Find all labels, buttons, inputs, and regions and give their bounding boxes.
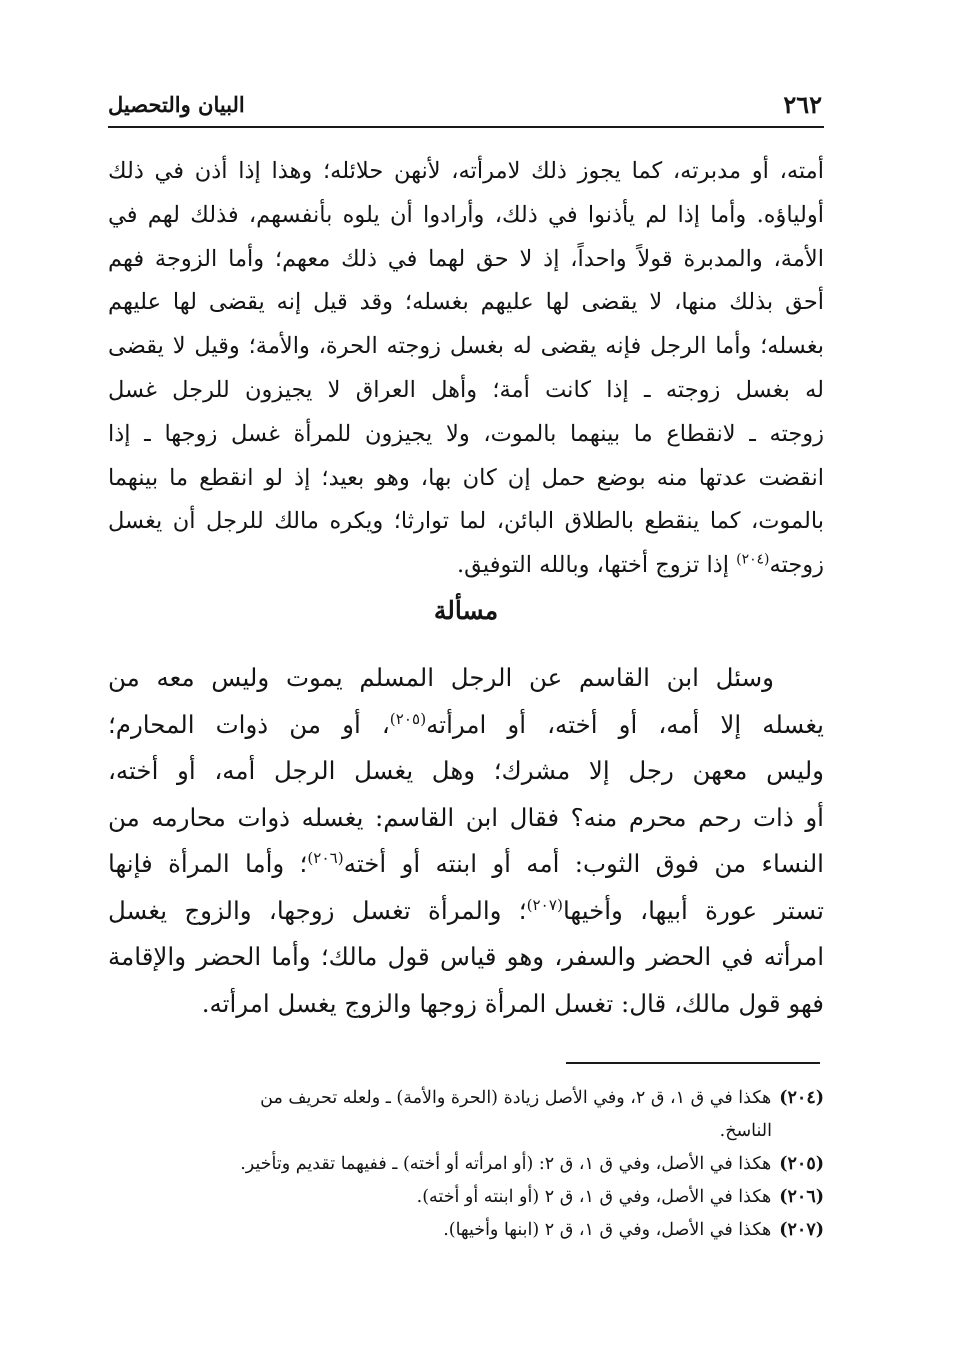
text-line: الأمة، والمدبرة قولاً واحداً، إذ لا حق لهما في ذلك معهم؛ وأما الزوجة فهم bbox=[108, 245, 824, 272]
page-number: ٢٦٢ bbox=[783, 90, 822, 119]
text-line: بغسله؛ وأما الرجل فإنه يقضى له بغسل زوجته الحرة، والأمة؛ وقيل لا يقضى bbox=[108, 333, 824, 360]
footnote-204 bbox=[108, 1082, 824, 1115]
text-line: وسئل ابن القاسم عن الرجل المسلم يموت وليس معه من bbox=[108, 663, 774, 692]
footnote-number: (٢٠٤) bbox=[779, 1088, 824, 1108]
header-rule bbox=[108, 126, 824, 128]
footnote-text: هكذا في الأصل، وفي ق ١، ق ٢ (ابنها وأخيها). bbox=[443, 1220, 772, 1240]
footnote-207 bbox=[108, 1214, 824, 1247]
text-segment: النساء من فوق الثوب: أمه أو ابنته أو أخته bbox=[343, 849, 824, 878]
text-line bbox=[108, 544, 824, 588]
text-line: فهو قول مالك، قال: تغسل المرأة زوجها والزوج يغسل امرأته. bbox=[201, 988, 824, 1018]
footnote-204-continuation: الناسخ. bbox=[719, 1121, 772, 1141]
running-title: البيان والتحصيل bbox=[108, 92, 245, 117]
paragraph-masala bbox=[108, 655, 824, 1027]
text-line: أمته، أو مدبرته، كما يجوز ذلك لامرأته، لأنهن حلائله؛ وهذا إذا أذن في ذلك bbox=[108, 158, 824, 184]
text-line bbox=[108, 841, 824, 888]
page-header bbox=[108, 84, 822, 124]
text-segment: يغسله إلا أمه، أو أخته، أو امرأته bbox=[426, 709, 825, 739]
footnote-number: (٢٠٦) bbox=[779, 1187, 824, 1207]
footnote-ref-207[interactable]: (٢٠٧) bbox=[526, 895, 563, 914]
text-line: زوجته ـ لانقطاع ما بينهما بالموت، ولا يجيزون للمرأة غسل زوجها ـ إذا bbox=[108, 420, 824, 447]
text-segment: ، أو من ذوات المحارم؛ bbox=[108, 709, 390, 739]
text-segment: ؛ والمرأة تغسل زوجها، والزوج يغسل bbox=[108, 895, 527, 925]
text-line: انقضت عدتها منه بوضع حمل إن كان بها، وهو بعيد؛ إذ لو انقطع ما بينهما bbox=[108, 464, 824, 491]
text-segment: تستر عورة أبيها، وأخيها bbox=[562, 895, 824, 925]
footnote-text: هكذا في ق ١، ق ٢، وفي الأصل زيادة (الحرة والأمة) ـ ولعله تحريف من bbox=[260, 1088, 772, 1108]
footnote-ref-206[interactable]: (٢٠٦) bbox=[307, 848, 344, 867]
footnotes bbox=[108, 1082, 824, 1247]
paragraph-continuation bbox=[108, 150, 824, 588]
text-segment: ؛ وأما المرأة فإنها bbox=[108, 849, 308, 878]
text-line: وليس معهن رجل إلا مشرك؛ وهل يغسل الرجل أمه، أو أخته، bbox=[108, 756, 824, 785]
section-title: مسألة bbox=[433, 596, 499, 625]
text-line bbox=[108, 888, 824, 935]
text-line bbox=[108, 702, 824, 749]
text-line: أحق بذلك منها، لا يقضى لها عليهم بغسله؛ وقد قيل إنه يقضى لها عليهم bbox=[108, 289, 824, 316]
text-line: بالموت، كما ينقطع بالطلاق البائن، لما توارثا؛ ويكره مالك للرجل أن يغسل bbox=[108, 508, 824, 535]
text-segment: زوجته bbox=[769, 552, 824, 579]
text-line: أولياؤه. وأما إذا لم يأذنوا في ذلك، وأرادوا أن يلوه بأنفسهم، فذلك لهم في bbox=[108, 201, 824, 228]
text-line: له بغسل زوجته ـ إذا كانت أمة؛ وأهل العراق لا يجيزون للرجل غسل bbox=[108, 376, 824, 403]
footnote-ref-204[interactable]: (٢٠٤) bbox=[736, 551, 770, 568]
text-line: أو ذات رحم محرم منه؟ فقال ابن القاسم: يغسله ذوات محارمه من bbox=[108, 802, 824, 832]
footnote-number: (٢٠٧) bbox=[779, 1220, 824, 1240]
footnote-separator bbox=[566, 1062, 820, 1064]
footnote-ref-205[interactable]: (٢٠٥) bbox=[389, 709, 427, 728]
text-line: امرأته في الحضر والسفر، وهو قياس قول مالك؛ وأما الحضر والإقامة bbox=[108, 942, 824, 971]
footnote-206 bbox=[108, 1181, 824, 1214]
text-segment: إذا تزوج أختها، وبالله التوفيق. bbox=[457, 552, 737, 579]
footnote-number: (٢٠٥) bbox=[779, 1154, 824, 1174]
footnote-text: هكذا في الأصل، وفي ق ١، ق ٢: (أو امرأته أو أخته) ـ ففيهما تقديم وتأخير. bbox=[240, 1154, 772, 1174]
footnote-205 bbox=[108, 1148, 824, 1181]
footnote-text: هكذا في الأصل، وفي ق ١، ق ٢ (أو ابنته أو أخته). bbox=[416, 1187, 772, 1207]
